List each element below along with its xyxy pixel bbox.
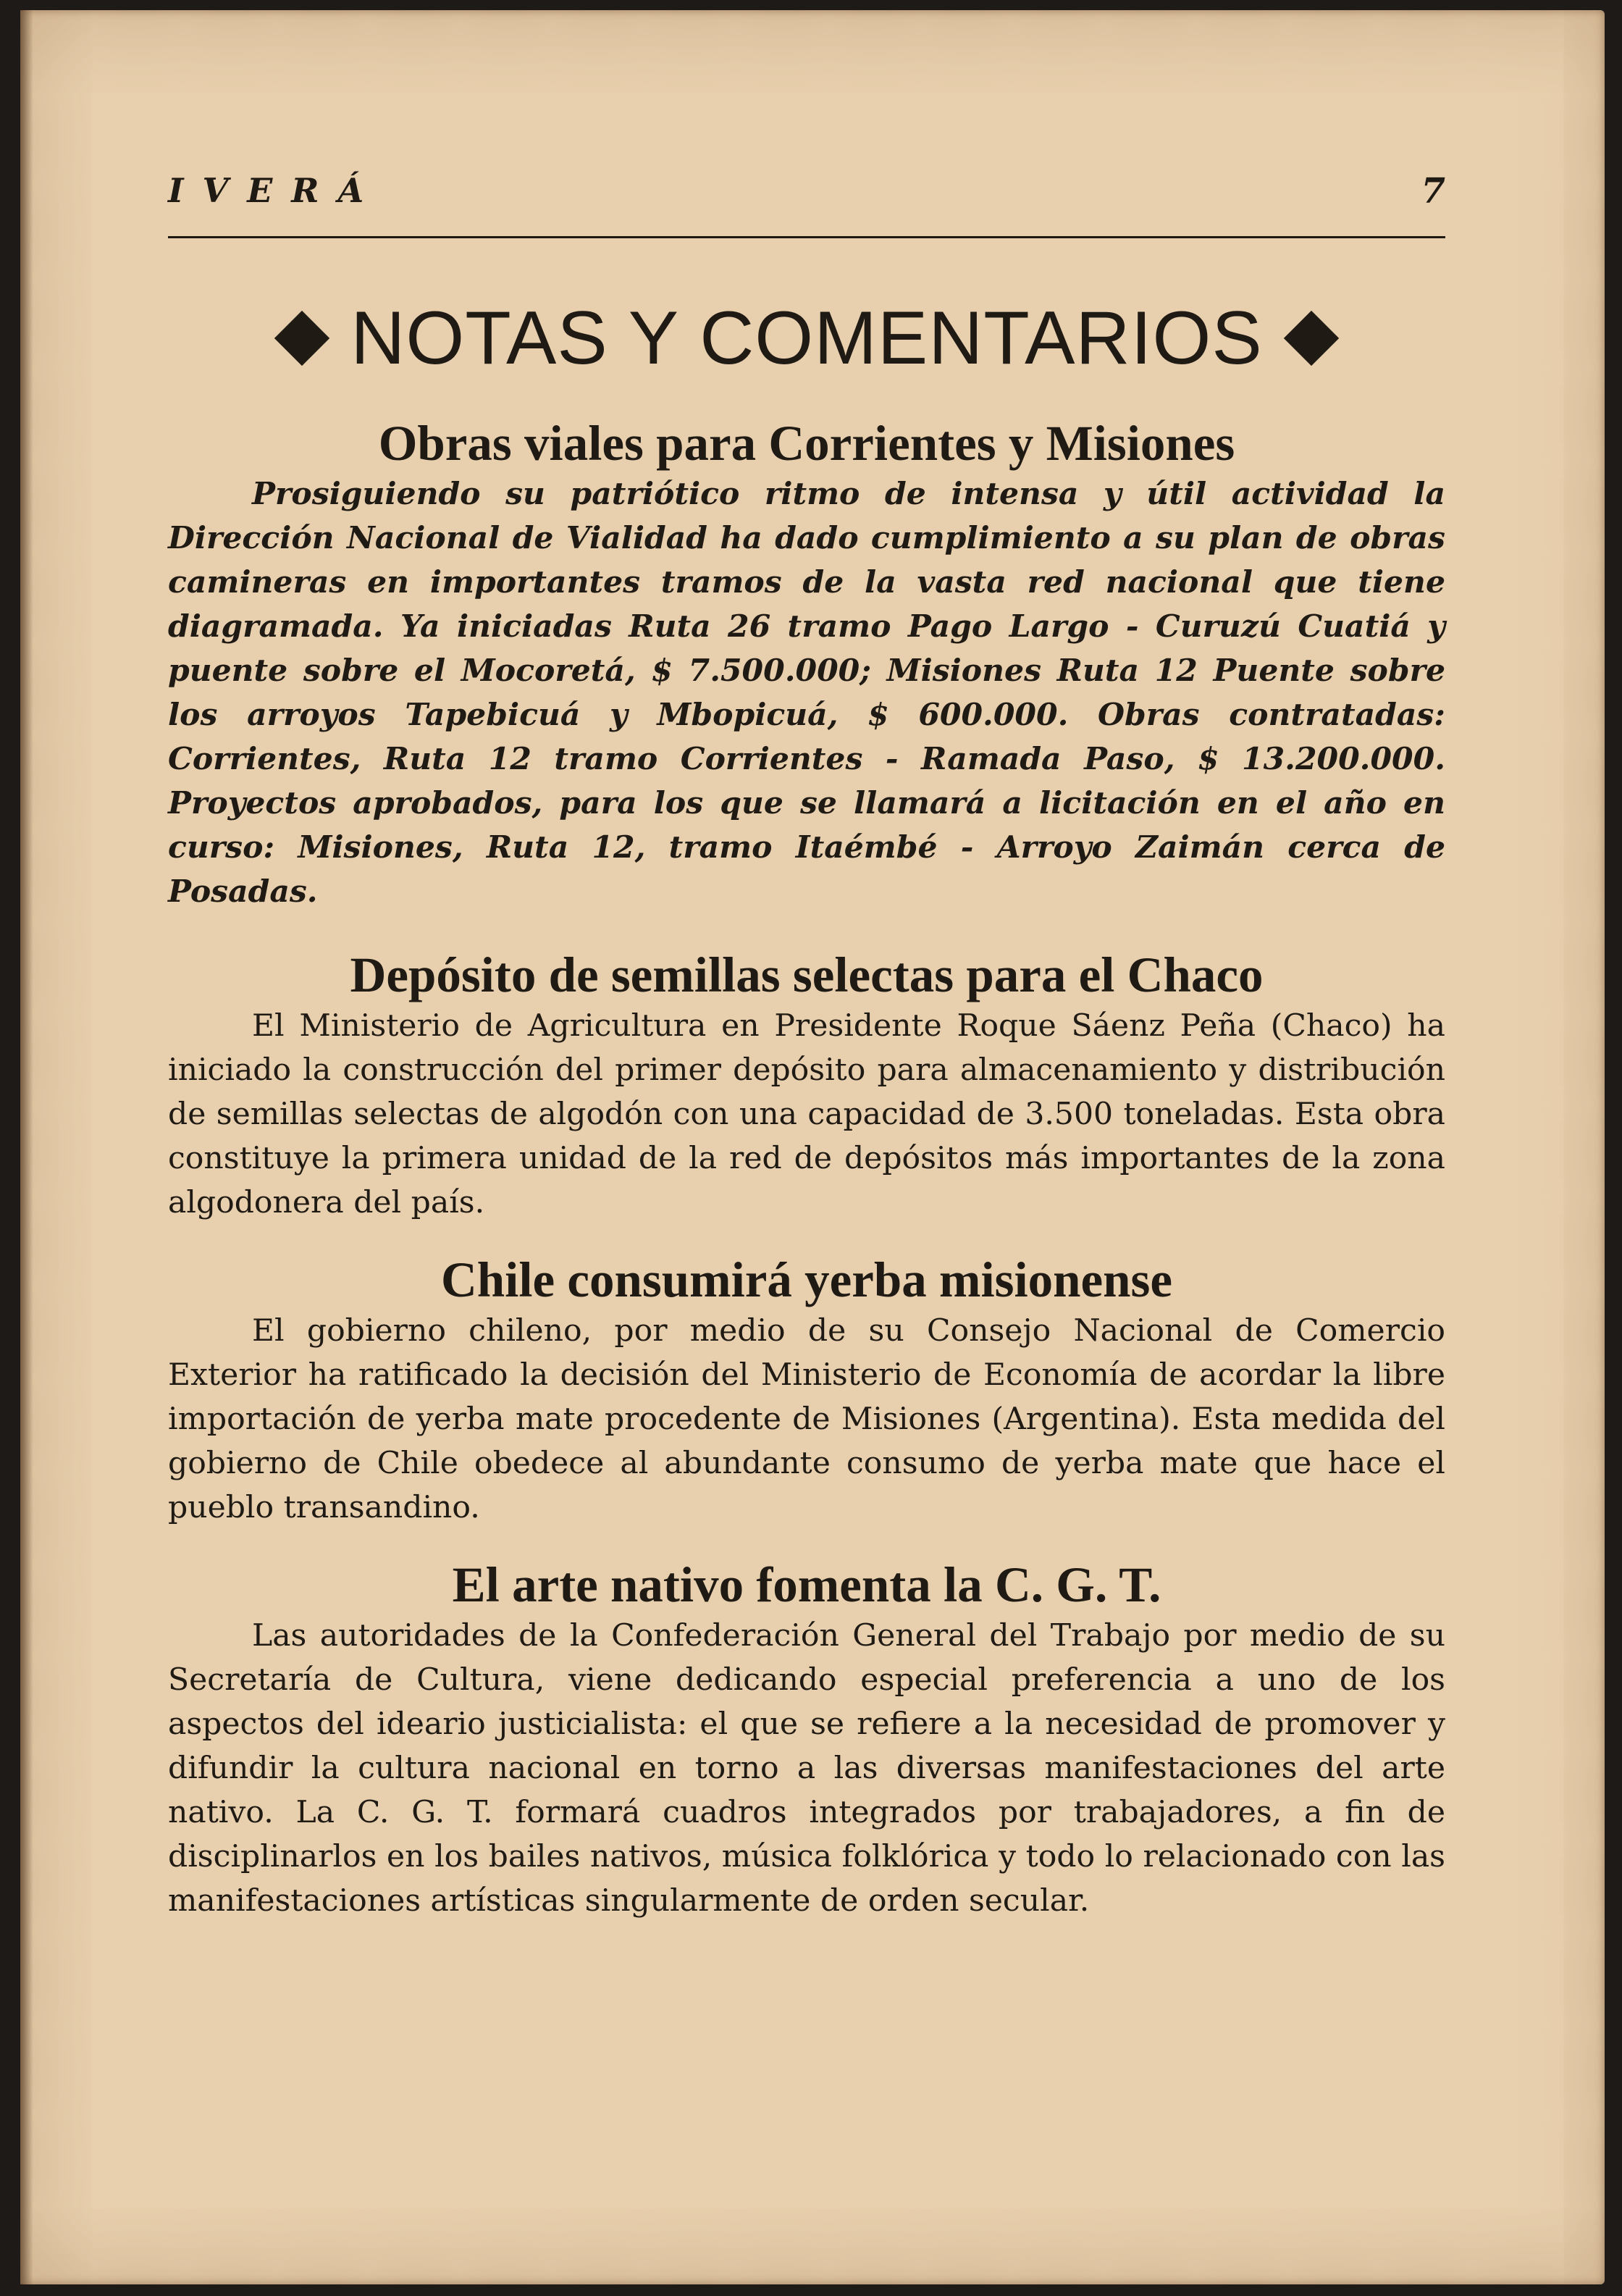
page-spine-shadow: [20, 10, 33, 2284]
article-arte-nativo: [168, 1556, 1445, 1923]
article-title: Chile consumirá yerba misionense: [440, 1252, 1173, 1307]
article-deposito-semillas: [168, 946, 1445, 1225]
article-chile-yerba: [168, 1251, 1445, 1530]
article-body: El Ministerio de Agricultura en Presidente Roque Sáenz Peña (Chaco) ha iniciado la construcción del primer depósito para almacenamiento y distribución de semillas selectas de algodón con una capacidad de 3.500 toneladas. Esta obra constituye la primera unidad de la red de depósitos más importantes de la zona algodonera del país.: [168, 1008, 1445, 1220]
article-body: El gobierno chileno, por medio de su Consejo Nacional de Comercio Exterior ha ratificado la decisión del Ministerio de Economía de acordar la libre importación de yerba mate procedente de Misiones (Argentina). Esta medida del gobierno de Chile obedece al abundante consumo de yerba mate que hace el pueblo transandino.: [168, 1313, 1445, 1525]
section-banner: [168, 284, 1445, 393]
page-header: [168, 171, 1445, 238]
article-title: Depósito de semillas selectas para el Chaco: [350, 947, 1264, 1002]
diamond-left-icon: [274, 311, 329, 366]
page-number: 7: [1421, 171, 1445, 211]
running-title: IVERÁ: [168, 171, 383, 210]
banner-title: NOTAS Y COMENTARIOS: [350, 296, 1263, 380]
article-title: El arte nativo fomenta la C. G. T.: [452, 1557, 1161, 1612]
article-title: Obras viales para Corrientes y Misiones: [378, 416, 1235, 471]
article-content: [168, 414, 1445, 1923]
diamond-right-icon: [1284, 311, 1339, 366]
article-body: Las autoridades de la Confederación General del Trabajo por medio de su Secretaría de Cultura, viene dedicando especial preferencia a uno de los aspectos del ideario justicialista: el que se refiere a la necesidad de promover y difundir la cultura nacional en torno a las diversas manifestaciones del arte nativo. La C. G. T. formará cuadros integrados por trabajadores, a fin de disciplinarlos en los bailes nativos, música folklórica y todo lo relacionado con las manifestaciones artísticas singularmente de orden secular.: [168, 1618, 1445, 1919]
article-body: Prosiguiendo su patriótico ritmo de intensa y útil actividad la Dirección Nacional de Vialidad ha dado cumplimiento a su plan de obras camineras en importantes tramos de la vasta red nacional que tiene diagramada. Ya iniciadas Ruta 26 tramo Pago Largo - Curuzú Cuatiá y puente sobre el Mocoretá, $ 7.500.000; Misiones Ruta 12 Puente sobre los arroyos Tapebicuá y Mbopicuá, $ 600.000. Obras contratadas: Corrientes, Ruta 12 tramo Corrientes - Ramada Paso, $ 13.200.000. Proyectos aprobados, para los que se llamará a licitación en el año en curso: Misiones, Ruta 12, tramo Itaémbé - Arroyo Zaimán cerca de Posadas.: [168, 476, 1445, 910]
article-obras-viales: [168, 414, 1445, 914]
